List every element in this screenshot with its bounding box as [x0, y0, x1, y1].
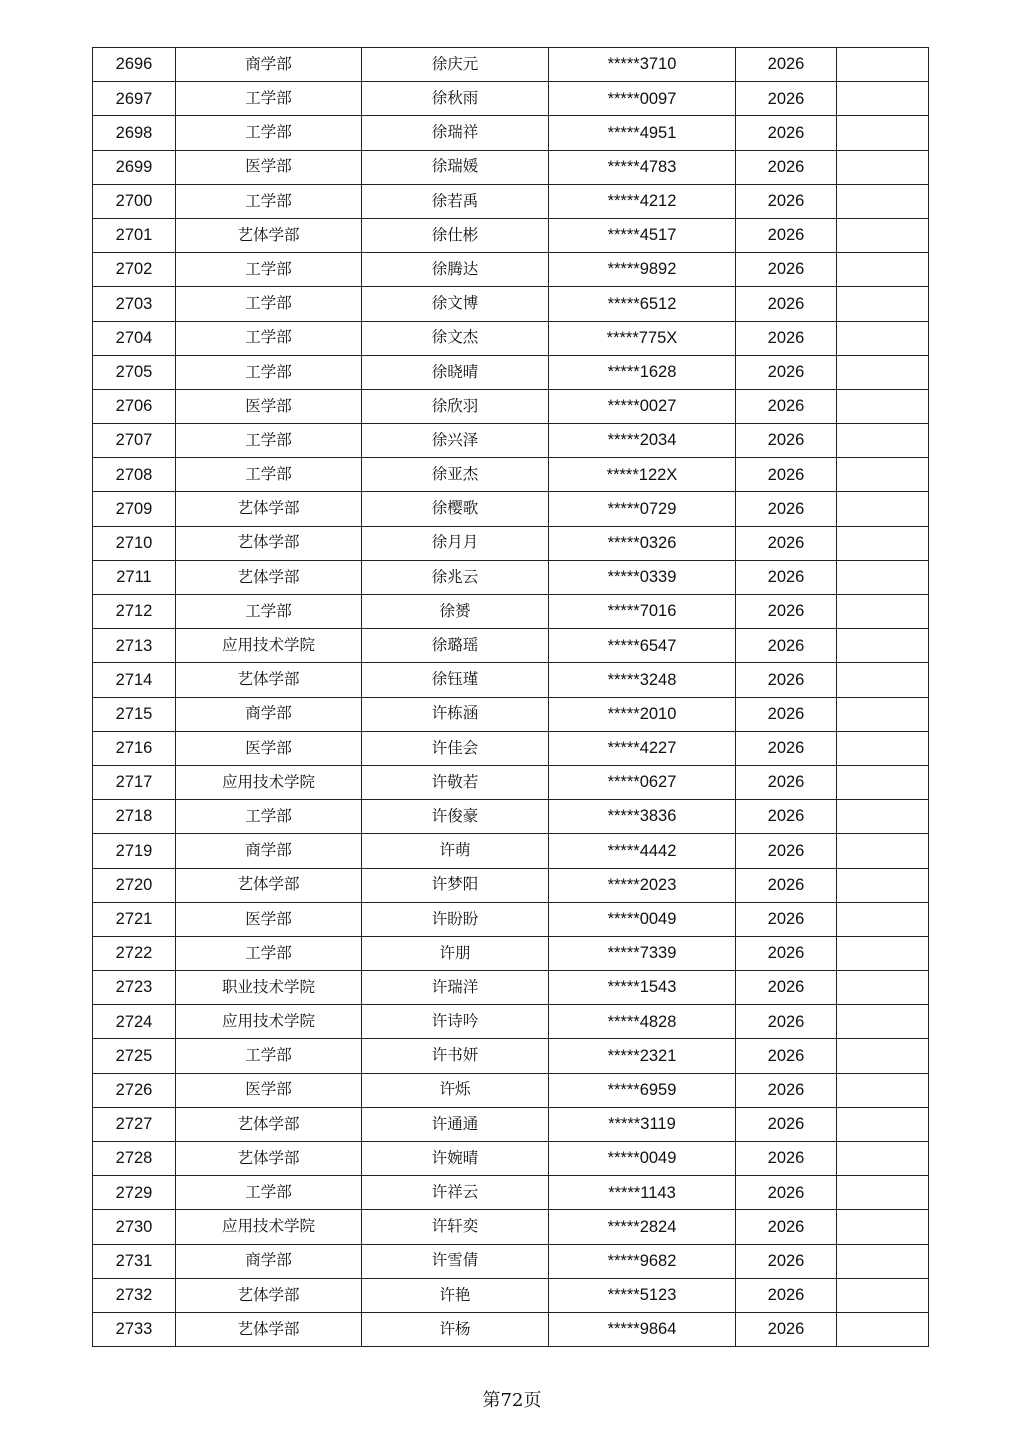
table-row — [93, 1005, 929, 1039]
cell-serial-number: 2705 — [93, 355, 176, 389]
cell-remark — [837, 1278, 929, 1312]
cell-masked-id: *****1143 — [549, 1176, 736, 1210]
cell-remark — [837, 1142, 929, 1176]
cell-department: 医学部 — [176, 902, 362, 936]
cell-serial-number: 2712 — [93, 595, 176, 629]
cell-department: 医学部 — [176, 731, 362, 765]
cell-remark — [837, 1005, 929, 1039]
table-row — [93, 82, 929, 116]
cell-remark — [837, 184, 929, 218]
table-row — [93, 731, 929, 765]
cell-department: 医学部 — [176, 1073, 362, 1107]
cell-year: 2026 — [736, 48, 837, 82]
cell-masked-id: *****3836 — [549, 800, 736, 834]
cell-serial-number: 2722 — [93, 936, 176, 970]
cell-department: 商学部 — [176, 834, 362, 868]
cell-student-name: 许佳会 — [362, 731, 549, 765]
cell-department: 商学部 — [176, 48, 362, 82]
cell-department: 应用技术学院 — [176, 1210, 362, 1244]
cell-remark — [837, 116, 929, 150]
cell-year: 2026 — [736, 1039, 837, 1073]
cell-masked-id: *****1543 — [549, 971, 736, 1005]
cell-serial-number: 2715 — [93, 697, 176, 731]
cell-remark — [837, 150, 929, 184]
cell-remark — [837, 458, 929, 492]
cell-remark — [837, 1244, 929, 1278]
cell-serial-number: 2709 — [93, 492, 176, 526]
cell-remark — [837, 287, 929, 321]
cell-remark — [837, 389, 929, 423]
cell-masked-id: *****1628 — [549, 355, 736, 389]
cell-serial-number: 2698 — [93, 116, 176, 150]
table-row — [93, 1210, 929, 1244]
cell-serial-number: 2723 — [93, 971, 176, 1005]
cell-remark — [837, 1039, 929, 1073]
table-row — [93, 218, 929, 252]
cell-serial-number: 2697 — [93, 82, 176, 116]
cell-department: 工学部 — [176, 936, 362, 970]
cell-department: 职业技术学院 — [176, 971, 362, 1005]
cell-student-name: 许书妍 — [362, 1039, 549, 1073]
cell-serial-number: 2725 — [93, 1039, 176, 1073]
cell-remark — [837, 48, 929, 82]
cell-serial-number: 2713 — [93, 629, 176, 663]
cell-student-name: 许烁 — [362, 1073, 549, 1107]
cell-department: 艺体学部 — [176, 560, 362, 594]
cell-student-name: 许盼盼 — [362, 902, 549, 936]
table-row — [93, 389, 929, 423]
cell-remark — [837, 834, 929, 868]
cell-year: 2026 — [736, 253, 837, 287]
cell-serial-number: 2718 — [93, 800, 176, 834]
cell-year: 2026 — [736, 1005, 837, 1039]
table-row — [93, 253, 929, 287]
cell-student-name: 徐瑞祥 — [362, 116, 549, 150]
cell-student-name: 许萌 — [362, 834, 549, 868]
table-row — [93, 1142, 929, 1176]
cell-year: 2026 — [736, 82, 837, 116]
cell-serial-number: 2728 — [93, 1142, 176, 1176]
cell-remark — [837, 936, 929, 970]
cell-year: 2026 — [736, 663, 837, 697]
cell-serial-number: 2726 — [93, 1073, 176, 1107]
cell-serial-number: 2730 — [93, 1210, 176, 1244]
cell-department: 商学部 — [176, 1244, 362, 1278]
cell-department: 艺体学部 — [176, 526, 362, 560]
table-row — [93, 800, 929, 834]
cell-masked-id: *****4951 — [549, 116, 736, 150]
cell-serial-number: 2731 — [93, 1244, 176, 1278]
cell-serial-number: 2707 — [93, 424, 176, 458]
cell-remark — [837, 595, 929, 629]
cell-year: 2026 — [736, 868, 837, 902]
cell-department: 应用技术学院 — [176, 765, 362, 799]
cell-student-name: 徐庆元 — [362, 48, 549, 82]
cell-masked-id: *****5123 — [549, 1278, 736, 1312]
cell-remark — [837, 697, 929, 731]
table-row — [93, 936, 929, 970]
table-row — [93, 595, 929, 629]
cell-masked-id: *****3710 — [549, 48, 736, 82]
cell-serial-number: 2701 — [93, 218, 176, 252]
cell-masked-id: *****9892 — [549, 253, 736, 287]
cell-year: 2026 — [736, 902, 837, 936]
cell-serial-number: 2724 — [93, 1005, 176, 1039]
cell-year: 2026 — [736, 184, 837, 218]
cell-masked-id: *****122X — [549, 458, 736, 492]
cell-department: 工学部 — [176, 82, 362, 116]
table-row — [93, 458, 929, 492]
cell-masked-id: *****7016 — [549, 595, 736, 629]
cell-department: 工学部 — [176, 321, 362, 355]
cell-masked-id: *****775X — [549, 321, 736, 355]
cell-year: 2026 — [736, 492, 837, 526]
cell-remark — [837, 253, 929, 287]
cell-serial-number: 2706 — [93, 389, 176, 423]
cell-student-name: 徐璐瑶 — [362, 629, 549, 663]
cell-year: 2026 — [736, 321, 837, 355]
cell-department: 医学部 — [176, 389, 362, 423]
table-row — [93, 150, 929, 184]
table-row — [93, 1039, 929, 1073]
cell-masked-id: *****2824 — [549, 1210, 736, 1244]
cell-remark — [837, 1210, 929, 1244]
cell-department: 工学部 — [176, 116, 362, 150]
table-row — [93, 560, 929, 594]
cell-masked-id: *****4517 — [549, 218, 736, 252]
cell-year: 2026 — [736, 1278, 837, 1312]
cell-masked-id: *****0097 — [549, 82, 736, 116]
cell-year: 2026 — [736, 355, 837, 389]
cell-masked-id: *****3119 — [549, 1107, 736, 1141]
cell-remark — [837, 629, 929, 663]
cell-masked-id: *****6512 — [549, 287, 736, 321]
cell-student-name: 徐秋雨 — [362, 82, 549, 116]
table-row — [93, 663, 929, 697]
cell-department: 艺体学部 — [176, 1312, 362, 1346]
table-row — [93, 971, 929, 1005]
cell-year: 2026 — [736, 116, 837, 150]
cell-serial-number: 2700 — [93, 184, 176, 218]
cell-student-name: 许瑞洋 — [362, 971, 549, 1005]
cell-masked-id: *****4212 — [549, 184, 736, 218]
cell-serial-number: 2729 — [93, 1176, 176, 1210]
cell-student-name: 徐月月 — [362, 526, 549, 560]
cell-student-name: 徐瑞媛 — [362, 150, 549, 184]
cell-student-name: 徐欣羽 — [362, 389, 549, 423]
cell-department: 工学部 — [176, 1176, 362, 1210]
cell-year: 2026 — [736, 1107, 837, 1141]
table-row — [93, 1107, 929, 1141]
cell-year: 2026 — [736, 218, 837, 252]
cell-serial-number: 2721 — [93, 902, 176, 936]
cell-masked-id: *****0729 — [549, 492, 736, 526]
cell-student-name: 许栋涵 — [362, 697, 549, 731]
cell-student-name: 徐腾达 — [362, 253, 549, 287]
cell-masked-id: *****0027 — [549, 389, 736, 423]
cell-student-name: 徐兴泽 — [362, 424, 549, 458]
cell-serial-number: 2716 — [93, 731, 176, 765]
cell-masked-id: *****2034 — [549, 424, 736, 458]
cell-department: 工学部 — [176, 355, 362, 389]
cell-student-name: 许轩奕 — [362, 1210, 549, 1244]
cell-student-name: 徐文杰 — [362, 321, 549, 355]
cell-year: 2026 — [736, 697, 837, 731]
table-row — [93, 1244, 929, 1278]
cell-department: 艺体学部 — [176, 1142, 362, 1176]
cell-serial-number: 2732 — [93, 1278, 176, 1312]
cell-remark — [837, 971, 929, 1005]
cell-year: 2026 — [736, 150, 837, 184]
roster-table — [92, 47, 929, 1347]
cell-remark — [837, 765, 929, 799]
cell-department: 工学部 — [176, 800, 362, 834]
table-row — [93, 697, 929, 731]
table-row — [93, 1073, 929, 1107]
cell-department: 工学部 — [176, 253, 362, 287]
table-row — [93, 526, 929, 560]
cell-year: 2026 — [736, 629, 837, 663]
cell-masked-id: *****4783 — [549, 150, 736, 184]
cell-serial-number: 2699 — [93, 150, 176, 184]
cell-masked-id: *****0326 — [549, 526, 736, 560]
cell-department: 应用技术学院 — [176, 629, 362, 663]
table-row — [93, 287, 929, 321]
cell-year: 2026 — [736, 1244, 837, 1278]
cell-masked-id: *****7339 — [549, 936, 736, 970]
cell-masked-id: *****2010 — [549, 697, 736, 731]
table-row — [93, 424, 929, 458]
cell-serial-number: 2719 — [93, 834, 176, 868]
cell-remark — [837, 82, 929, 116]
cell-year: 2026 — [736, 834, 837, 868]
cell-year: 2026 — [736, 1210, 837, 1244]
cell-year: 2026 — [736, 731, 837, 765]
cell-student-name: 许梦阳 — [362, 868, 549, 902]
cell-masked-id: *****2023 — [549, 868, 736, 902]
table-row — [93, 1278, 929, 1312]
cell-serial-number: 2720 — [93, 868, 176, 902]
cell-serial-number: 2704 — [93, 321, 176, 355]
cell-year: 2026 — [736, 1142, 837, 1176]
table-row — [93, 48, 929, 82]
cell-department: 医学部 — [176, 150, 362, 184]
cell-student-name: 徐仕彬 — [362, 218, 549, 252]
cell-serial-number: 2708 — [93, 458, 176, 492]
cell-department: 艺体学部 — [176, 218, 362, 252]
cell-year: 2026 — [736, 1073, 837, 1107]
cell-remark — [837, 902, 929, 936]
cell-year: 2026 — [736, 560, 837, 594]
cell-serial-number: 2717 — [93, 765, 176, 799]
table-row — [93, 355, 929, 389]
cell-student-name: 许敬若 — [362, 765, 549, 799]
cell-year: 2026 — [736, 765, 837, 799]
cell-student-name: 徐樱歌 — [362, 492, 549, 526]
cell-remark — [837, 868, 929, 902]
cell-serial-number: 2696 — [93, 48, 176, 82]
cell-department: 工学部 — [176, 595, 362, 629]
cell-student-name: 许祥云 — [362, 1176, 549, 1210]
table-row — [93, 834, 929, 868]
cell-masked-id: *****6547 — [549, 629, 736, 663]
cell-serial-number: 2714 — [93, 663, 176, 697]
cell-department: 商学部 — [176, 697, 362, 731]
cell-remark — [837, 1312, 929, 1346]
cell-department: 应用技术学院 — [176, 1005, 362, 1039]
cell-remark — [837, 355, 929, 389]
cell-remark — [837, 526, 929, 560]
table-row — [93, 492, 929, 526]
roster-table-body — [93, 48, 929, 1347]
cell-student-name: 许通通 — [362, 1107, 549, 1141]
cell-department: 工学部 — [176, 287, 362, 321]
cell-year: 2026 — [736, 1176, 837, 1210]
cell-student-name: 徐文博 — [362, 287, 549, 321]
cell-masked-id: *****0627 — [549, 765, 736, 799]
cell-student-name: 徐若禹 — [362, 184, 549, 218]
cell-remark — [837, 321, 929, 355]
cell-student-name: 徐钰瑾 — [362, 663, 549, 697]
cell-remark — [837, 800, 929, 834]
cell-remark — [837, 492, 929, 526]
cell-year: 2026 — [736, 526, 837, 560]
table-row — [93, 868, 929, 902]
cell-department: 工学部 — [176, 184, 362, 218]
cell-department: 艺体学部 — [176, 1107, 362, 1141]
cell-student-name: 徐亚杰 — [362, 458, 549, 492]
cell-serial-number: 2727 — [93, 1107, 176, 1141]
cell-remark — [837, 560, 929, 594]
cell-student-name: 许朋 — [362, 936, 549, 970]
table-row — [93, 629, 929, 663]
cell-department: 工学部 — [176, 458, 362, 492]
cell-department: 艺体学部 — [176, 663, 362, 697]
table-row — [93, 902, 929, 936]
cell-remark — [837, 1107, 929, 1141]
cell-department: 工学部 — [176, 1039, 362, 1073]
cell-year: 2026 — [736, 1312, 837, 1346]
table-row — [93, 1176, 929, 1210]
cell-serial-number: 2710 — [93, 526, 176, 560]
cell-year: 2026 — [736, 424, 837, 458]
cell-masked-id: *****9682 — [549, 1244, 736, 1278]
table-row — [93, 321, 929, 355]
cell-department: 艺体学部 — [176, 868, 362, 902]
cell-masked-id: *****3248 — [549, 663, 736, 697]
cell-student-name: 许诗吟 — [362, 1005, 549, 1039]
cell-student-name: 许婉晴 — [362, 1142, 549, 1176]
cell-student-name: 徐赟 — [362, 595, 549, 629]
cell-student-name: 许俊豪 — [362, 800, 549, 834]
cell-year: 2026 — [736, 595, 837, 629]
cell-department: 工学部 — [176, 424, 362, 458]
cell-serial-number: 2703 — [93, 287, 176, 321]
cell-remark — [837, 1176, 929, 1210]
cell-masked-id: *****0339 — [549, 560, 736, 594]
table-row — [93, 1312, 929, 1346]
cell-year: 2026 — [736, 800, 837, 834]
cell-masked-id: *****0049 — [549, 1142, 736, 1176]
table-row — [93, 765, 929, 799]
cell-year: 2026 — [736, 287, 837, 321]
cell-year: 2026 — [736, 389, 837, 423]
cell-masked-id: *****4828 — [549, 1005, 736, 1039]
cell-student-name: 许艳 — [362, 1278, 549, 1312]
cell-serial-number: 2702 — [93, 253, 176, 287]
cell-year: 2026 — [736, 458, 837, 492]
cell-serial-number: 2733 — [93, 1312, 176, 1346]
cell-remark — [837, 731, 929, 765]
cell-student-name: 许杨 — [362, 1312, 549, 1346]
cell-masked-id: *****9864 — [549, 1312, 736, 1346]
cell-department: 艺体学部 — [176, 1278, 362, 1312]
cell-student-name: 徐兆云 — [362, 560, 549, 594]
cell-year: 2026 — [736, 936, 837, 970]
cell-student-name: 许雪倩 — [362, 1244, 549, 1278]
cell-student-name: 徐晓晴 — [362, 355, 549, 389]
cell-department: 艺体学部 — [176, 492, 362, 526]
page-number: 第72页 — [482, 1390, 542, 1411]
cell-remark — [837, 663, 929, 697]
table-row — [93, 184, 929, 218]
cell-masked-id: *****0049 — [549, 902, 736, 936]
cell-remark — [837, 424, 929, 458]
cell-serial-number: 2711 — [93, 560, 176, 594]
cell-masked-id: *****4227 — [549, 731, 736, 765]
cell-masked-id: *****2321 — [549, 1039, 736, 1073]
cell-year: 2026 — [736, 971, 837, 1005]
cell-masked-id: *****6959 — [549, 1073, 736, 1107]
table-row — [93, 116, 929, 150]
cell-remark — [837, 218, 929, 252]
cell-remark — [837, 1073, 929, 1107]
cell-masked-id: *****4442 — [549, 834, 736, 868]
